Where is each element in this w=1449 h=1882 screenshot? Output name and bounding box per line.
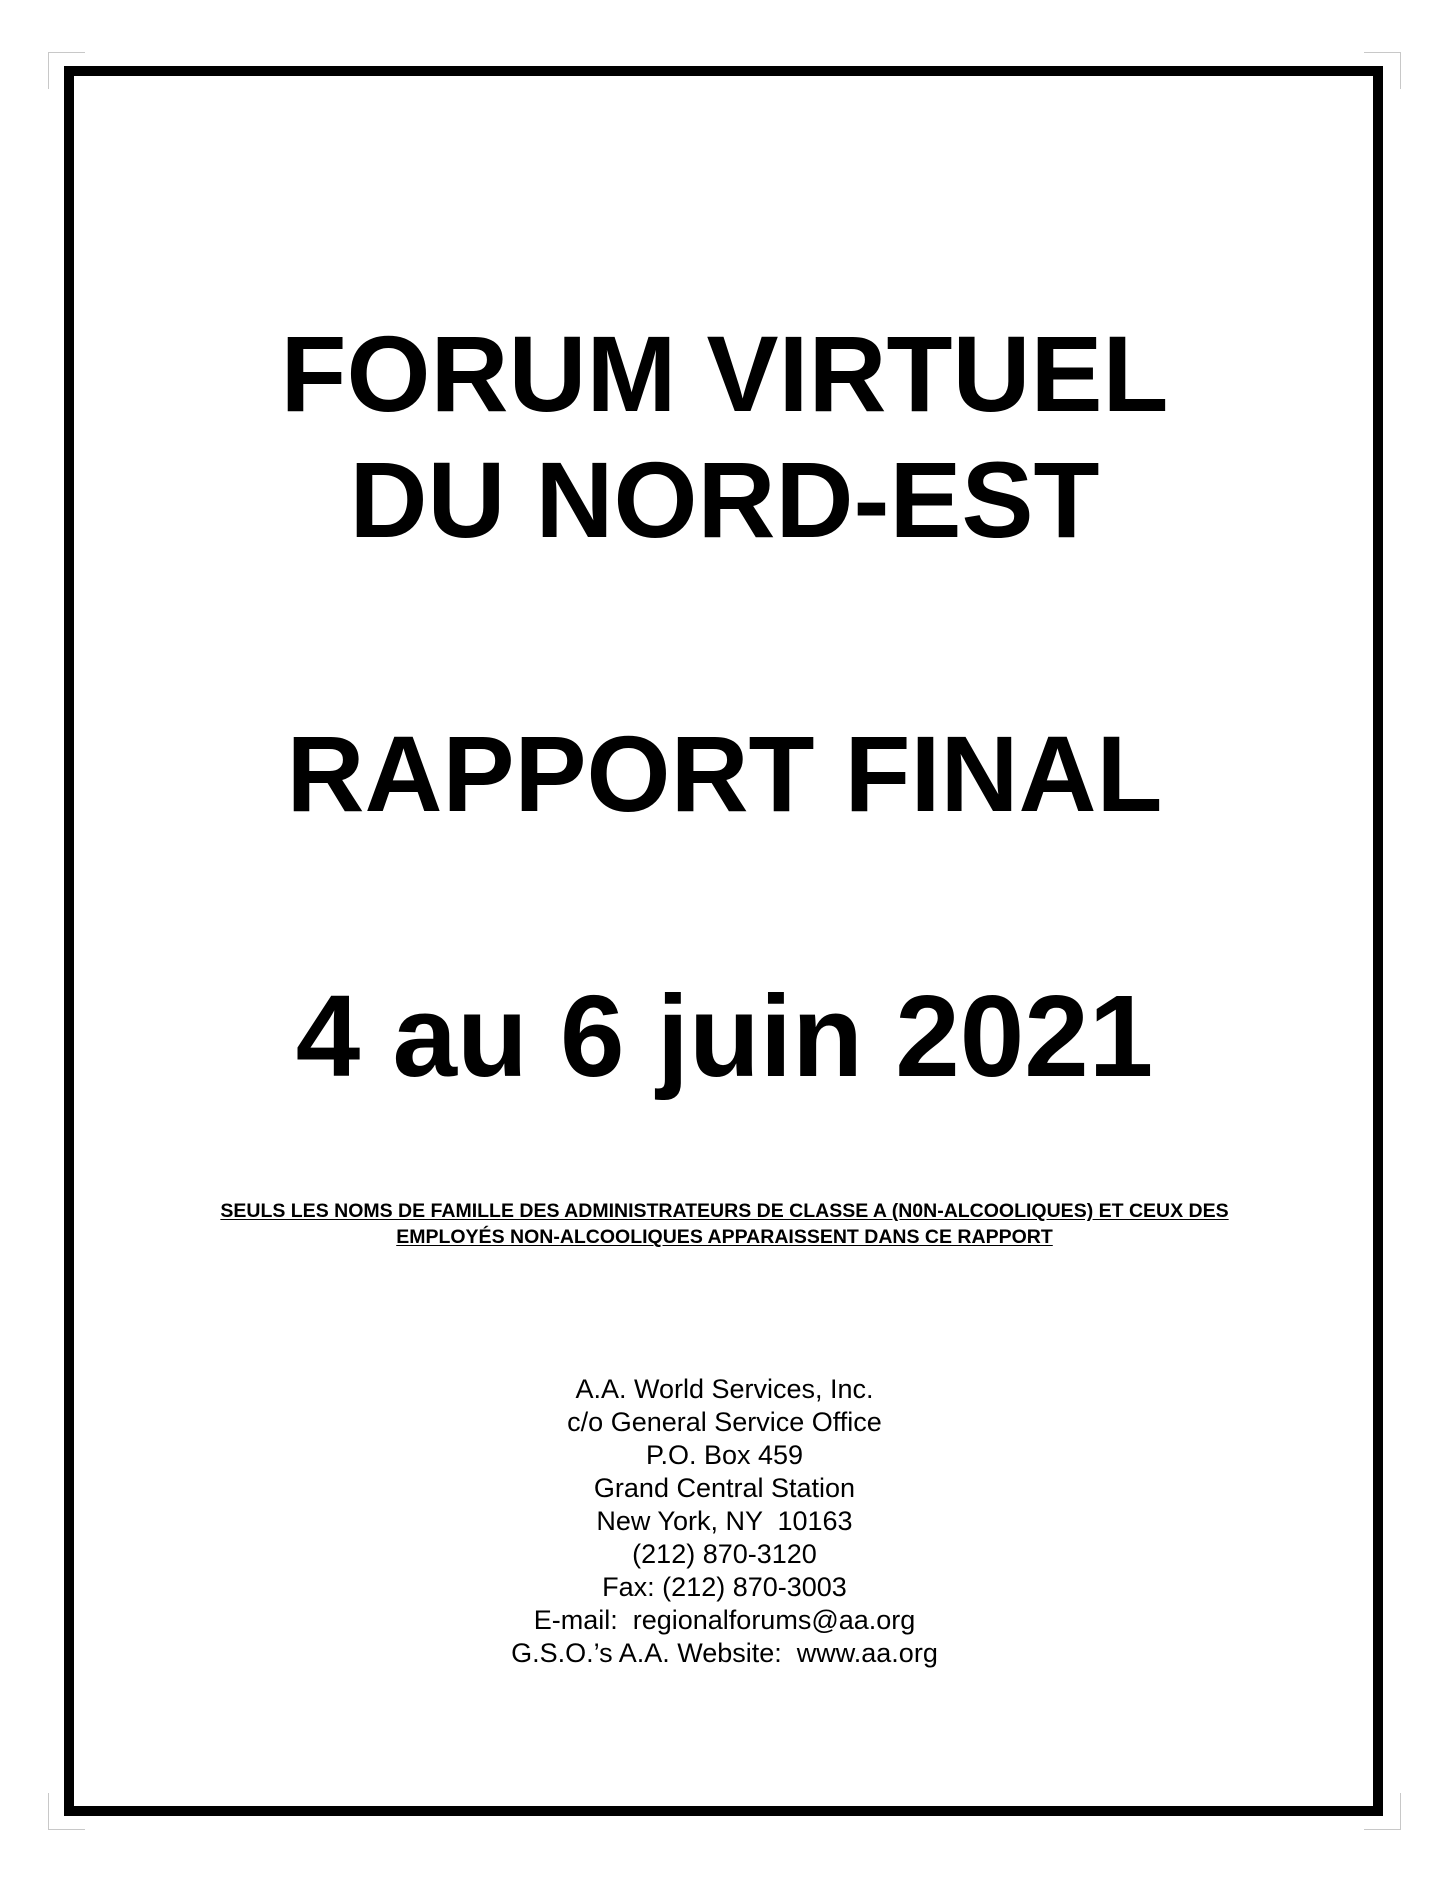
fax-number: Fax: (212) 870-3003 — [602, 1572, 847, 1602]
website-address: G.S.O.’s A.A. Website: www.aa.org — [511, 1638, 938, 1668]
title-line-date: 4 au 6 juin 2021 — [295, 971, 1154, 1101]
email-address: E-mail: regionalforums@aa.org — [533, 1605, 916, 1635]
phone-number: (212) 870-3120 — [632, 1539, 817, 1569]
address-line: New York, NY 10163 — [596, 1506, 853, 1536]
address-line: P.O. Box 459 — [645, 1440, 804, 1470]
address-line: A.A. World Services, Inc. — [575, 1374, 874, 1404]
title-line-report: RAPPORT FINAL — [286, 713, 1163, 834]
anonymity-notice — [140, 1198, 1309, 1250]
address-line: c/o General Service Office — [567, 1407, 882, 1437]
title-line-region: DU NORD-EST — [349, 439, 1100, 560]
address-line: Grand Central Station — [593, 1473, 856, 1503]
contact-address — [0, 1373, 1449, 1670]
notice-line-2: EMPLOYÉS NON-ALCOOLIQUES APPARAISSENT DANS CE RAPPORT — [396, 1226, 1053, 1248]
title-line-forum: FORUM VIRTUEL — [280, 313, 1169, 434]
notice-line-1: SEULS LES NOMS DE FAMILLE DES ADMINISTRATEURS DE CLASSE A (N0N-ALCOOLIQUES) ET CEUX DES — [220, 1200, 1229, 1222]
